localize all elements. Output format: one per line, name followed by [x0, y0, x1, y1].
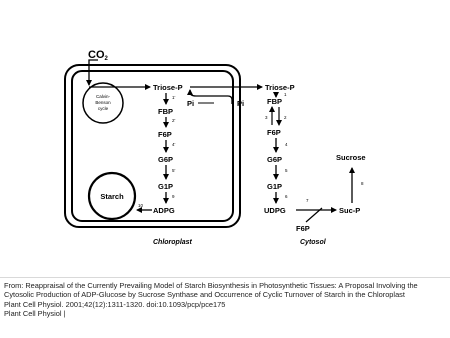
cyto-g1p: G1P [267, 182, 283, 191]
cyto-step-5: 5 [285, 168, 288, 173]
caption-journal: Plant Cell Physiol | [4, 308, 66, 318]
cyto-sucrose: Sucrose [336, 153, 366, 162]
cyto-step-8: 8 [361, 181, 364, 186]
figure-caption [0, 277, 450, 338]
chloroplast-label: Chloroplast [153, 239, 192, 246]
cyto-f6p-in: F6P [296, 224, 310, 233]
chloro-step-10: 10 [138, 203, 144, 208]
co2-arrow [89, 60, 98, 85]
chloro-g6p: G6P [158, 155, 174, 164]
cyto-step-4: 4 [285, 142, 288, 147]
chloro-step-2: 2' [172, 118, 176, 123]
cyto-step-1: 1 [284, 92, 287, 97]
caption-source: From: Reappraisal of the Currently Prevailing Model of Starch Biosynthesis in Photosynthetic Tissues: A Proposal Involving the Cytosolic Production of ADP-Glucose by Sucrose Synthase and Occurrence of Cyclic Turnover of Starch in the Chloroplast [4, 281, 418, 300]
cyto-fbp: FBP [267, 97, 282, 106]
caption-citation: Plant Cell Physiol. 2001;42(12):1311-1320. doi:10.1093/pcp/pce175 [4, 299, 226, 309]
pi-right-label: Pi [237, 99, 245, 108]
chloro-step-9: 9 [172, 194, 175, 199]
cyto-triose-p: Triose-P [265, 83, 295, 92]
cyto-step-3: 3 [265, 115, 268, 120]
chloro-step-5: 5' [172, 168, 176, 173]
starch-label: Starch [100, 192, 124, 201]
chloro-step-1: 1' [172, 95, 176, 100]
calvin-label-1: Calvin- [95, 94, 111, 99]
cyto-udpg: UDPG [264, 206, 286, 215]
cytosol-label: Cytosol [300, 239, 326, 246]
chloro-fbp: FBP [158, 107, 173, 116]
co2-label: CO2 [88, 49, 108, 62]
chloro-f6p: F6P [158, 130, 172, 139]
chloro-g1p: G1P [158, 182, 174, 191]
chloro-triose-p: Triose-P [153, 83, 183, 92]
chloro-adpg: ADPG [153, 206, 175, 215]
calvin-label-2: Benson [95, 100, 111, 105]
cyto-suc-p: Suc-P [339, 206, 361, 215]
calvin-label-3: cycle [97, 106, 109, 111]
cyto-step-6: 6 [285, 194, 288, 199]
pi-import-arrow [190, 90, 232, 104]
cyto-f6p: F6P [267, 128, 281, 137]
cyto-g6p: G6P [267, 155, 283, 164]
cyto-step-2: 2 [284, 115, 287, 120]
chloro-step-4: 4' [172, 142, 176, 147]
cyto-step-7: 7 [306, 198, 309, 203]
pi-left-label: Pi [187, 99, 195, 108]
